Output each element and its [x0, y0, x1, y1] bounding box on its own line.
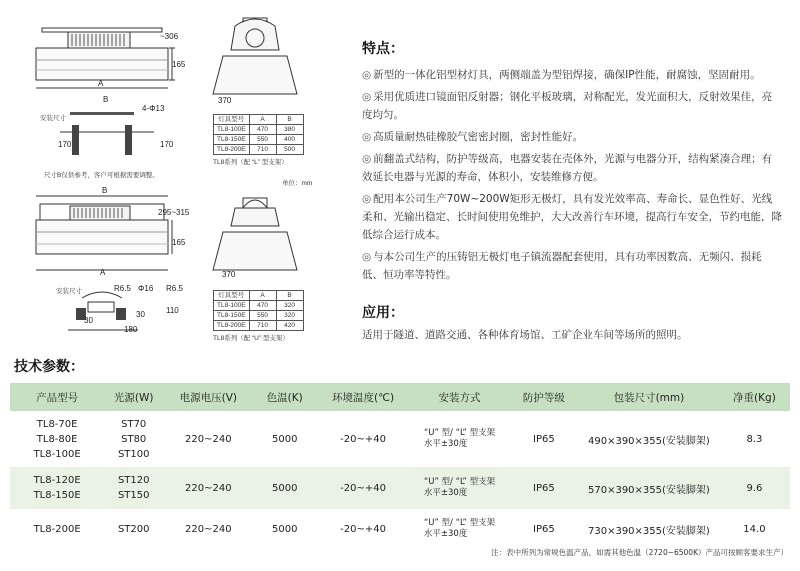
cct-cell: 5000 [253, 411, 316, 467]
list-item [362, 128, 782, 146]
table-cell: TL8-150E [214, 135, 250, 145]
feature-text: 新型的一体化铝型材灯具，两侧端盖为型铝焊接，确保IP性能，耐腐蚀，坚固耐用。 [373, 69, 761, 81]
source-value: ST70 [121, 418, 147, 430]
table-cell: 420 [276, 321, 303, 331]
table-row [10, 467, 790, 509]
dim-170-left-label: 170 [58, 140, 72, 149]
mount-size-bottom-label: 安装尺寸 [56, 288, 82, 295]
table-row [10, 509, 790, 549]
bullet-icon: ◎ [362, 131, 372, 143]
weight-cell: 8.3 [719, 411, 790, 467]
table-caption: TL8系列（配 “L” 型支架） [213, 159, 288, 166]
table-cell: TL8-100E [214, 125, 250, 135]
table-row [214, 311, 304, 321]
ip-cell: IP65 [509, 509, 579, 549]
table-cell: 470 [249, 125, 276, 135]
col-mount: 安装方式 [410, 383, 509, 411]
col-source: 光源(W) [104, 383, 163, 411]
source-value: ST80 [121, 433, 147, 445]
mount-angle: 水平±30度 [423, 439, 468, 449]
table-cell: 400 [276, 135, 303, 145]
table-header: B [276, 291, 303, 301]
col-model: 产品型号 [10, 383, 104, 411]
dim-165-label: 165 [172, 60, 186, 69]
temp-cell: -20~+40 [316, 467, 410, 509]
weight-cell: 14.0 [719, 509, 790, 549]
table-header: A [249, 115, 276, 125]
ip-cell: IP65 [509, 411, 579, 467]
features-title: 特点： [362, 41, 404, 57]
mount-cell [410, 509, 509, 549]
table-header: 灯具型号 [214, 291, 250, 301]
dim-30-left-label: 30 [84, 316, 93, 325]
size-b-note: 尺寸B仅供参考，客户可根据需要调整。 [44, 172, 159, 179]
mount-angle: 水平±30度 [423, 529, 468, 539]
source-value: ST200 [117, 523, 150, 535]
mount-type: “U” 型/ “L” 型支架 [423, 477, 496, 487]
application-section [362, 302, 782, 344]
feature-text: 与本公司生产的压铸铝无极灯电子镇流器配套使用，具有功率因数高、无频闪、损耗低、恒功率等特性。 [362, 251, 762, 281]
mount-cell [410, 467, 509, 509]
dim-a-bottom-label: A [100, 268, 106, 277]
table-cell: 320 [276, 311, 303, 321]
table-header: B [276, 115, 303, 125]
dim-phi16-label: Φ16 [138, 284, 154, 293]
ip-cell: IP65 [509, 467, 579, 509]
model-name: TL8-120E [33, 475, 81, 486]
table-cell: 550 [249, 311, 276, 321]
col-temp: 环境温度(℃) [316, 383, 410, 411]
dim-b-label: B [103, 95, 109, 104]
col-cct: 色温(K) [253, 383, 316, 411]
l-bracket-dimension-table [213, 114, 304, 166]
table-cell: 470 [249, 301, 276, 311]
feature-text: 配用本公司生产70W~200W矩形无极灯，具有发光效率高、寿命长、显色性好、光线柔和、光输出稳定、长时间使用免维护，大大改善行车环境，提高行车安全，节约电能，降低综合运行成本。 [362, 193, 782, 241]
source-value: ST150 [117, 490, 150, 501]
table-cell: TL8-200E [214, 145, 250, 155]
source-cell [104, 509, 163, 549]
table-header: 灯具型号 [214, 115, 250, 125]
dim-306-label: ~306 [160, 32, 179, 41]
voltage-cell: 220~240 [163, 411, 253, 467]
unit-label: 单位：mm [282, 180, 313, 187]
table-cell: TL8-200E [214, 321, 250, 331]
source-value: ST120 [117, 475, 150, 486]
u-bracket-dimension-table [213, 290, 304, 342]
features-section [362, 38, 782, 284]
table-cell: 500 [276, 145, 303, 155]
model-name: TL8-200E [33, 523, 81, 535]
dim-30-mid-label: 30 [136, 310, 145, 319]
application-title: 应用： [362, 305, 404, 321]
mount-type: “U” 型/ “L” 型支架 [423, 428, 496, 438]
dim-180-label: 180 [124, 325, 138, 334]
dim-370-top-label: 370 [218, 96, 232, 105]
table-cell: 710 [249, 145, 276, 155]
table-header: A [249, 291, 276, 301]
side-view-u-bracket-drawing [205, 190, 305, 290]
application-text: 适用于隧道、道路交通、各种体育场馆、工矿企业车间等场所的照明。 [362, 329, 688, 341]
mount-angle: 水平±30度 [423, 488, 468, 498]
list-item [362, 88, 782, 124]
feature-text: 高质量耐热硅橡胶气密密封圈，密封性能好。 [373, 131, 584, 143]
table-row [214, 301, 304, 311]
table-row [214, 145, 304, 155]
temp-cell: -20~+40 [316, 509, 410, 549]
dim-hole-label: 4-Φ13 [142, 104, 165, 113]
table-cell: 550 [249, 135, 276, 145]
dim-a-label: A [98, 79, 104, 88]
col-weight: 净重(Kg) [719, 383, 790, 411]
tech-spec-table [10, 383, 790, 549]
model-cell [10, 467, 104, 509]
dim-r65-left-label: R6.5 [114, 284, 131, 293]
tech-params-title: 技术参数： [14, 359, 84, 375]
bullet-icon: ◎ [362, 153, 372, 165]
pack-cell: 570×390×355(安装脚架) [579, 467, 719, 509]
dim-110-label: 110 [166, 306, 179, 315]
bullet-icon: ◎ [362, 251, 372, 263]
dim-295-315-label: 295~315 [158, 208, 190, 217]
mount-cell [410, 411, 509, 467]
temp-cell: -20~+40 [316, 411, 410, 467]
front-view-l-bracket-drawing [30, 22, 200, 172]
pack-cell: 730×390×355(安装脚架) [579, 509, 719, 549]
table-row [214, 135, 304, 145]
model-name: TL8-70E [36, 418, 78, 430]
table-cell: 380 [276, 125, 303, 135]
feature-text: 采用优质进口镜面铝反射器；钢化平板玻璃，对称配光，发光面积大，反射效果佳，亮度均匀。 [362, 91, 773, 121]
list-item [362, 150, 782, 186]
table-row [214, 321, 304, 331]
dim-170-right-label: 170 [160, 140, 174, 149]
col-ip: 防护等级 [509, 383, 579, 411]
weight-cell: 9.6 [719, 467, 790, 509]
table-caption: TL8系列（配 “U” 型支架） [213, 335, 289, 342]
table-row [214, 125, 304, 135]
col-voltage: 电源电压(V) [163, 383, 253, 411]
pack-cell: 490×390×355(安装脚架) [579, 411, 719, 467]
bullet-icon: ◎ [362, 69, 372, 81]
table-cell: TL8-150E [214, 311, 250, 321]
voltage-cell: 220~240 [163, 509, 253, 549]
table-cell: TL8-100E [214, 301, 250, 311]
table-header-row [10, 383, 790, 411]
model-name: TL8-150E [33, 490, 81, 501]
model-name: TL8-100E [33, 448, 81, 460]
model-cell [10, 411, 104, 467]
list-item [362, 248, 782, 284]
feature-text: 前翻盖式结构，防护等级高，电器安装在壳体外，光源与电器分开，结构紧凑合理；有效延长电器与光源的寿命，体积小，安装维修方便。 [362, 153, 773, 183]
list-item [362, 66, 782, 84]
dim-370-bottom-label: 370 [222, 270, 236, 279]
table-footnote: 注：表中所列为常规色温产品，如需其他色温（2720~6500K）产品可按顾客要求生产） [491, 548, 788, 557]
source-value: ST100 [117, 448, 150, 460]
source-cell [104, 467, 163, 509]
dim-b-bottom-label: B [102, 186, 108, 195]
features-list [362, 66, 782, 284]
col-pack: 包装尺寸(mm) [579, 383, 719, 411]
table-cell: 320 [276, 301, 303, 311]
dim-165-bottom-label: 165 [172, 238, 186, 247]
list-item [362, 190, 782, 244]
bullet-icon: ◎ [362, 193, 372, 205]
dim-r65-right-label: R6.5 [166, 284, 183, 293]
cct-cell: 5000 [253, 509, 316, 549]
voltage-cell: 220~240 [163, 467, 253, 509]
bullet-icon: ◎ [362, 91, 372, 103]
source-cell [104, 411, 163, 467]
table-cell: 710 [249, 321, 276, 331]
cct-cell: 5000 [253, 467, 316, 509]
table-row [10, 411, 790, 467]
model-name: TL8-80E [36, 433, 78, 445]
mount-type: “U” 型/ “L” 型支架 [423, 518, 496, 528]
model-cell [10, 509, 104, 549]
mount-size-label: 安装尺寸 [40, 115, 66, 122]
